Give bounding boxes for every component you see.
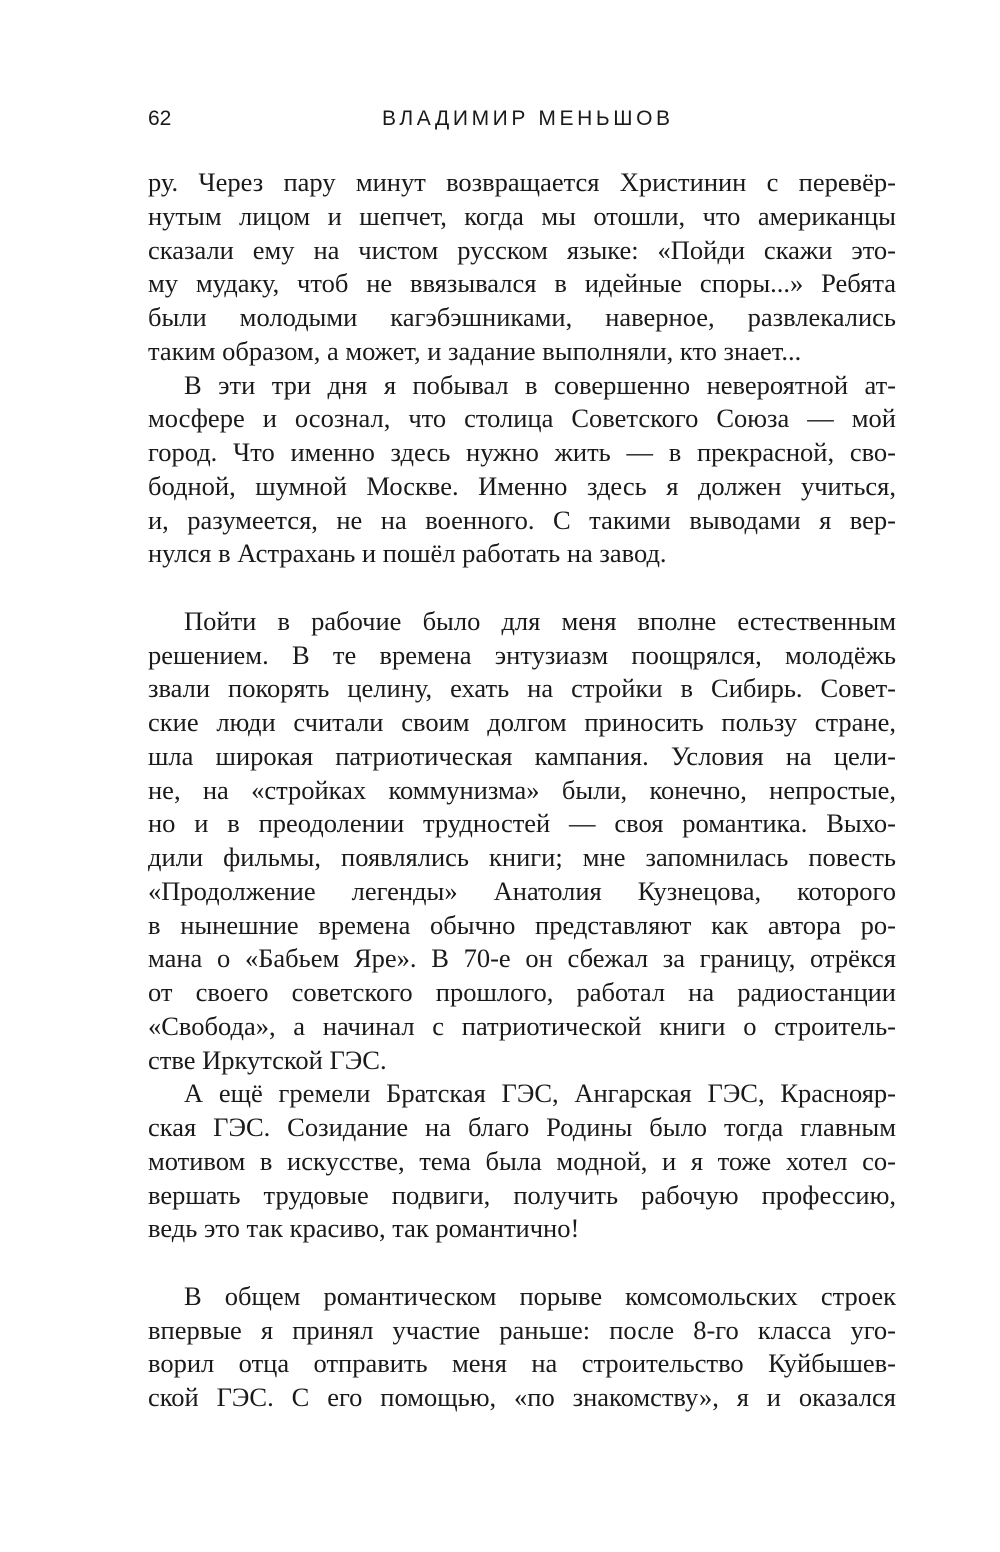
text-line: ведь это так красиво, так романтично!: [148, 1213, 580, 1244]
text-line: В эти три дня я побывал в совершенно невероятной ат-: [184, 369, 896, 400]
paragraph: [148, 1077, 896, 1246]
running-head: [148, 102, 896, 136]
text-line: мана о «Бабьем Яре». В 70-е он сбежал за границу, отрёкся: [148, 943, 896, 974]
paragraph: [148, 1280, 896, 1415]
text-line: от своего советского прошлого, работал на радиостанции: [148, 977, 896, 1007]
text-line: решением. В те времена энтузиазм поощрялся, молодёжь: [148, 639, 896, 670]
text-line: мотивом в искусстве, тема была модной, и я тоже хотел со-: [148, 1145, 896, 1176]
text-line: ские люди считали своим долгом приносить пользу стране,: [148, 707, 896, 737]
text-line: шла широкая патриотическая кампания. Условия на цели-: [148, 740, 896, 771]
text-line: В общем романтическом порыве комсомольских строек: [184, 1280, 896, 1311]
text-line: «Свобода», а начинал с патриотической книги о строитель-: [148, 1010, 896, 1041]
paragraph: [148, 166, 896, 369]
text-line: му мудаку, чтоб не ввязывался в идейные споры...» Ребята: [148, 268, 896, 299]
text-line: звали покорять целину, ехать на стройки в Сибирь. Совет-: [148, 673, 896, 704]
section-break: [148, 571, 896, 605]
text-line: сказали ему на чистом русском языке: «Пойди скажи это-: [148, 234, 896, 265]
text-line: нутым лицом и шепчет, когда мы отошли, что американцы: [148, 200, 896, 231]
text-line: бодной, шумной Москве. Именно здесь я должен учиться,: [148, 470, 896, 501]
text-line: мосфере и осознал, что столица Советского Союза — мой: [148, 403, 896, 434]
text-line: А ещё гремели Братская ГЭС, Ангарская ГЭС, Краснояр-: [184, 1078, 896, 1109]
text-line: но и в преодолении трудностей — своя романтика. Выхо-: [148, 808, 896, 839]
text-line: вершать трудовые подвиги, получить рабочую профессию,: [148, 1179, 896, 1210]
text-line: были молодыми кагэбэшниками, наверное, развлекались: [148, 302, 896, 332]
paragraph: [148, 369, 896, 572]
text-line: в нынешние времена обычно представляют как автора ро-: [148, 909, 896, 940]
page-number: 62: [148, 107, 172, 130]
text-line: дили фильмы, появлялись книги; мне запомнилась повесть: [148, 842, 896, 872]
text-line: «Продолжение легенды» Анатолия Кузнецова, которого: [148, 875, 896, 906]
text-line: город. Что именно здесь нужно жить — в прекрасной, сво-: [148, 437, 896, 467]
text-line: Пойти в рабочие было для меня вполне естественным: [184, 605, 896, 636]
text-line: не, на «стройках коммунизма» были, конечно, непростые,: [148, 774, 896, 805]
paragraph: [148, 605, 896, 1078]
text-line: впервые я принял участие раньше: после 8-го класса уго-: [148, 1314, 896, 1345]
running-head-author: ВЛАДИМИР МЕНЬШОВ: [382, 107, 674, 130]
text-line: и, разумеется, не на военного. С такими выводами я вер-: [148, 504, 896, 535]
text-line: стве Иркутской ГЭС.: [148, 1044, 387, 1075]
body-text: [148, 166, 896, 1415]
text-line: ская ГЭС. Созидание на благо Родины было тогда главным: [148, 1112, 896, 1142]
section-break: [148, 1246, 896, 1280]
text-line: ру. Через пару минут возвращается Христинин с перевёр-: [148, 167, 896, 197]
text-line: ворил отца отправить меня на строительство Куйбышев-: [148, 1348, 896, 1379]
text-line: ской ГЭС. С его помощью, «по знакомству», я и оказался: [148, 1382, 896, 1412]
text-line: нулся в Астрахань и пошёл работать на завод.: [148, 538, 667, 569]
text-line: таким образом, а может, и задание выполняли, кто знает...: [148, 335, 802, 366]
